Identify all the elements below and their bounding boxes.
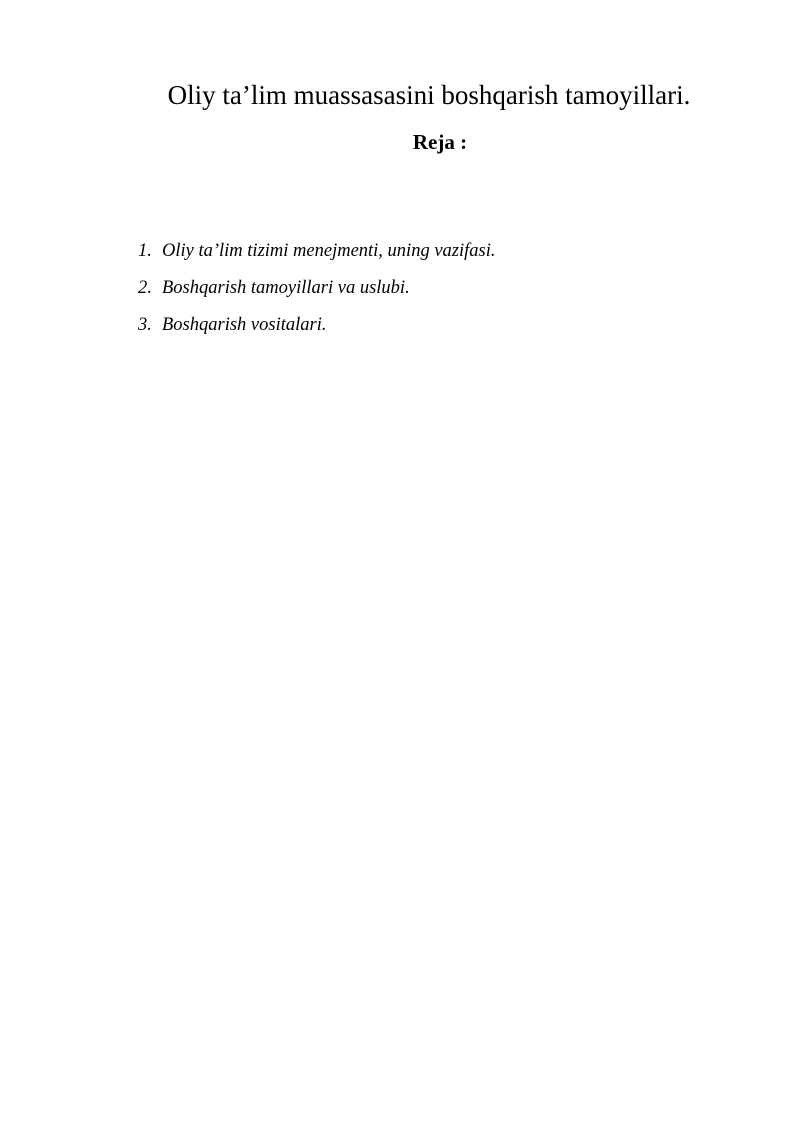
plan-item-3 [138, 312, 495, 338]
plan-item-text: Oliy ta’lim tizimi menejmenti, uning vazifasi. [162, 241, 496, 261]
plan-item-number: 1. [138, 241, 152, 261]
plan-item-number: 3. [138, 315, 152, 335]
plan-item-text: Boshqarish vositalari. [162, 315, 327, 335]
plan-item-2 [138, 275, 495, 301]
plan-item-text: Boshqarish tamoyillari va uslubi. [162, 278, 410, 298]
page-title: Oliy ta’lim muassasasini boshqarish tamoyillari. [167, 80, 691, 110]
plan-item-number: 2. [138, 278, 152, 298]
plan-heading: Reja : [412, 130, 468, 154]
plan-list [138, 238, 495, 349]
plan-item-1 [138, 238, 495, 264]
